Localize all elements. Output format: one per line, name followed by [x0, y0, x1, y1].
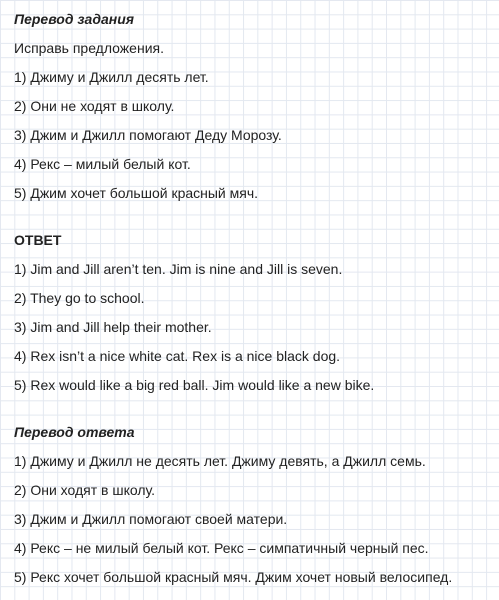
task-item-2: 2) Они не ходят в школу. — [14, 98, 175, 114]
answer-item-2: 2) They go to school. — [14, 290, 145, 306]
task-item-4: 4) Рекс – милый белый кот. — [14, 156, 191, 172]
document-page — [14, 9, 491, 596]
task-translation-heading: Перевод задания — [14, 11, 135, 27]
answer-section — [14, 230, 491, 395]
answer-translation-item-1: 1) Джиму и Джилл не десять лет. Джиму девять, а Джилл семь. — [14, 453, 426, 469]
task-item-5: 5) Джим хочет большой красный мяч. — [14, 185, 259, 201]
answer-item-4: 4) Rex isn’t a nice white cat. Rex is a nice black dog. — [14, 348, 341, 364]
task-instruction: Исправь предложения. — [14, 40, 164, 56]
answer-item-5: 5) Rex would like a big red ball. Jim would like a new bike. — [14, 377, 375, 393]
section-spacer — [14, 212, 491, 230]
section-spacer — [14, 404, 491, 422]
answer-translation-item-3: 3) Джим и Джилл помогают своей матери. — [14, 511, 288, 527]
task-item-3: 3) Джим и Джилл помогают Деду Морозу. — [14, 127, 282, 143]
answer-translation-item-2: 2) Они ходят в школу. — [14, 482, 156, 498]
task-item-1: 1) Джиму и Джилл десять лет. — [14, 69, 209, 85]
answer-item-3: 3) Jim and Jill help their mother. — [14, 319, 212, 335]
answer-translation-item-5: 5) Рекс хочет большой красный мяч. Джим хочет новый велосипед. — [14, 569, 453, 585]
answer-item-1: 1) Jim and Jill aren’t ten. Jim is nine and Jill is seven. — [14, 261, 343, 277]
answer-translation-heading: Перевод ответа — [14, 424, 135, 440]
answer-translation-item-4: 4) Рекс – не милый белый кот. Рекс – симпатичный черный пес. — [14, 540, 429, 556]
answer-heading: ОТВЕТ — [14, 232, 62, 248]
task-translation-section — [14, 9, 491, 203]
answer-translation-section — [14, 422, 491, 587]
